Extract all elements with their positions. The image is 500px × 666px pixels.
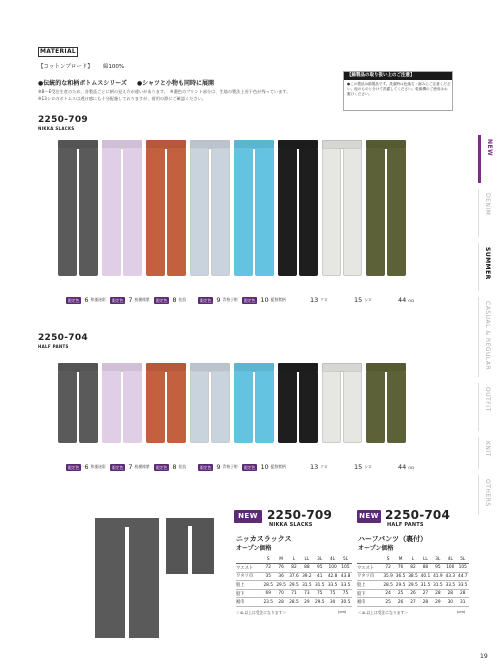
color-swatch-row-half xyxy=(66,463,466,471)
size-cell: 28.5 xyxy=(289,599,299,605)
limited-color-badge: 限定色 xyxy=(156,464,168,470)
size-cell: 72 xyxy=(382,564,394,573)
product-subtitle: NIKKA SLACKS xyxy=(38,126,75,131)
size-header-cell: S xyxy=(382,555,394,564)
spec-card-half xyxy=(357,510,472,620)
side-tab-knit[interactable] xyxy=(478,437,496,469)
color-swatch xyxy=(242,463,286,471)
pant-leg xyxy=(211,148,230,276)
size-cell: 76 xyxy=(275,564,288,573)
pant-leg xyxy=(123,371,142,443)
color-name: 桜模様紫 xyxy=(134,464,150,469)
color-name: OD xyxy=(408,297,415,303)
page-number: 19 xyxy=(480,653,488,660)
spec-card-nikka xyxy=(234,510,354,620)
size-cell: 100 xyxy=(326,564,339,573)
size-row-label: 股下 xyxy=(357,589,382,598)
size-header-cell: 4L xyxy=(326,555,339,564)
size-cell: 36 xyxy=(275,572,288,581)
color-name: 和風迷彩 xyxy=(90,297,106,302)
color-swatch xyxy=(310,296,328,304)
detail-image-half xyxy=(166,518,214,574)
size-cell: 26 xyxy=(407,589,419,598)
detail-leg xyxy=(166,525,188,574)
size-header-cell: L xyxy=(407,555,419,564)
size-cell: 73 xyxy=(300,589,313,598)
product-image-row-nikka xyxy=(58,140,458,280)
color-number: 7 xyxy=(128,296,133,304)
care-notice xyxy=(343,71,453,111)
size-cell: 37.6 xyxy=(289,573,299,579)
size-header-cell xyxy=(236,555,262,564)
pant-leg xyxy=(387,148,406,276)
size-header-cell: 3L xyxy=(313,555,326,564)
color-swatch xyxy=(354,463,372,471)
color-name: クロ xyxy=(320,464,328,469)
size-cell: 29 xyxy=(432,598,444,607)
color-number: 10 xyxy=(260,296,269,304)
size-cell: 30 xyxy=(444,598,456,607)
color-number: 13 xyxy=(310,463,319,471)
color-name: シロ xyxy=(364,464,372,469)
size-cell: 70 xyxy=(275,589,288,598)
size-row-label: 裾巾 xyxy=(236,598,262,607)
pant-leg xyxy=(299,371,318,443)
color-swatch xyxy=(110,296,150,304)
card-product-code: 2250-704 xyxy=(385,508,451,522)
pant-leg xyxy=(167,371,186,443)
size-cell: 23.5 xyxy=(263,599,274,605)
pant-leg xyxy=(234,371,253,443)
size-table-header xyxy=(357,555,469,564)
care-notice-body: ●この製品は綿製品です。洗濯時は色落ち・縮みにご注意ください。他のものと分けて洗濯してください。乾燥機のご使用はお避けください。 xyxy=(347,82,451,97)
size-cell: 40.1 xyxy=(420,573,431,579)
size-row-label: ウエスト xyxy=(236,564,262,573)
size-cell: 27 xyxy=(407,598,419,607)
color-name: 青格子紺 xyxy=(222,464,238,469)
size-row-label: ウエスト xyxy=(357,564,382,573)
size-cell: 29.5 xyxy=(395,582,406,588)
color-swatch xyxy=(66,463,106,471)
pant-image xyxy=(322,363,362,443)
side-tab-label: OUTFIT xyxy=(484,387,491,412)
size-cell: 43.8 xyxy=(340,573,351,579)
product-code: 2250-709 xyxy=(38,115,88,125)
product-image-row-half xyxy=(58,363,458,445)
color-swatch xyxy=(110,463,150,471)
size-cell: 71 xyxy=(288,589,301,598)
side-tab-outfit[interactable] xyxy=(478,383,496,431)
pant-image xyxy=(366,140,406,276)
pant-leg xyxy=(190,148,209,276)
size-cell: 75 xyxy=(339,589,352,598)
detail-leg xyxy=(95,526,125,638)
size-cell: 33.5 xyxy=(327,582,338,588)
size-unit: (cm) xyxy=(338,610,347,614)
table-row xyxy=(236,598,352,607)
limited-color-badge: 限定色 xyxy=(156,297,168,303)
pant-leg xyxy=(79,148,98,276)
fabric-name: 【コットンブロード】 xyxy=(38,64,93,70)
category-side-tabs xyxy=(478,135,496,515)
side-tab-casual-regular[interactable] xyxy=(478,297,496,377)
size-table-header xyxy=(236,555,352,564)
size-cell: 31.5 xyxy=(302,582,312,588)
size-cell: 100 xyxy=(444,564,456,573)
size-cell: 42.8 xyxy=(327,573,338,579)
color-name: 藍鮮紫柄 xyxy=(270,464,286,469)
size-cell: 33.5 xyxy=(340,582,351,588)
color-swatch xyxy=(354,296,372,304)
limited-color-badge: 限定色 xyxy=(68,464,80,470)
card-product-subtitle: HALF PANTS xyxy=(387,522,424,528)
color-name: 花紋 xyxy=(178,464,187,469)
pant-leg xyxy=(234,148,253,276)
color-swatch xyxy=(242,296,286,304)
size-cell: 31 xyxy=(457,598,469,607)
feature-item: ●伝統的な和柄ボトムスシリーズ xyxy=(38,80,127,87)
color-number: 44 xyxy=(398,296,407,304)
pant-image xyxy=(102,363,142,443)
pant-image xyxy=(278,363,318,443)
feature-list xyxy=(38,78,224,87)
pant-leg xyxy=(278,371,297,443)
size-header-cell: M xyxy=(394,555,406,564)
size-header-cell: 5L xyxy=(457,555,469,564)
size-row-label: 股上 xyxy=(236,581,262,590)
size-table xyxy=(236,555,352,607)
size-cell: 31.5 xyxy=(433,582,443,588)
color-number: 15 xyxy=(354,463,363,471)
color-number: 8 xyxy=(172,463,177,471)
size-note: ＜4L以上は受注になります＞ xyxy=(236,610,287,615)
size-cell: 105 xyxy=(339,564,352,573)
size-cell: 24 xyxy=(382,589,394,598)
pant-image xyxy=(146,140,186,276)
color-name: 藍鮮紫柄 xyxy=(270,297,286,302)
color-number: 13 xyxy=(310,296,319,304)
size-cell: 29.5 xyxy=(314,599,325,605)
color-number: 44 xyxy=(398,463,407,471)
size-cell: 88 xyxy=(419,564,431,573)
side-tab-label: SUMMER xyxy=(484,247,491,280)
size-cell: 30.5 xyxy=(340,599,351,605)
color-number: 7 xyxy=(128,463,133,471)
table-row xyxy=(236,589,352,598)
table-row xyxy=(357,572,469,581)
size-cell: 88 xyxy=(300,564,313,573)
size-row-label: 股上 xyxy=(357,581,382,590)
color-swatch xyxy=(154,296,186,304)
size-cell: 28 xyxy=(444,589,456,598)
size-cell: 44.7 xyxy=(457,573,468,579)
new-badge: NEW xyxy=(234,510,262,523)
pant-leg xyxy=(190,371,209,443)
color-number: 15 xyxy=(354,296,363,304)
limited-color-badge: 限定色 xyxy=(112,464,124,470)
fabric-composition: 綿100% xyxy=(102,64,125,70)
pant-leg xyxy=(343,148,362,276)
size-cell: 75 xyxy=(313,589,326,598)
color-name: 和風迷彩 xyxy=(90,464,106,469)
color-number: 8 xyxy=(172,296,177,304)
pant-image xyxy=(234,140,274,276)
color-name: 桜模様紫 xyxy=(134,297,150,302)
pant-image xyxy=(102,140,142,276)
size-cell: 28 xyxy=(419,598,431,607)
pant-leg xyxy=(123,148,142,276)
pant-leg xyxy=(79,371,98,443)
side-tab-summer[interactable] xyxy=(478,243,496,291)
size-cell: 26 xyxy=(394,598,406,607)
side-tab-label: CASUAL & REGULAR xyxy=(484,301,491,371)
pant-leg xyxy=(211,371,230,443)
feature-item: ●シャツと小物も同時に展開 xyxy=(136,80,215,87)
color-number: 9 xyxy=(216,296,221,304)
size-cell: 39.2 xyxy=(302,573,312,579)
size-cell: 69 xyxy=(262,589,275,598)
pant-leg xyxy=(167,148,186,276)
table-row xyxy=(236,572,352,581)
color-swatch-row-nikka xyxy=(66,296,466,304)
limited-color-badge: 限定色 xyxy=(68,297,80,303)
size-cell: 72 xyxy=(262,564,275,573)
size-header-cell: 3L xyxy=(432,555,444,564)
pant-leg xyxy=(255,148,274,276)
size-cell: 28 xyxy=(457,589,469,598)
size-row-label: ワタリ巾 xyxy=(236,572,262,581)
size-cell: 30 xyxy=(326,598,339,607)
color-number: 9 xyxy=(216,463,221,471)
size-cell: 33.5 xyxy=(445,582,456,588)
size-cell: 95 xyxy=(432,564,444,573)
color-name: 青格子紺 xyxy=(222,297,238,302)
size-cell: 41 xyxy=(313,572,326,581)
limited-color-badge: 限定色 xyxy=(200,464,212,470)
size-row-label: 股下 xyxy=(236,589,262,598)
detail-leg xyxy=(192,525,214,574)
pant-leg xyxy=(322,371,341,443)
color-swatch xyxy=(154,463,186,471)
side-tab-new[interactable] xyxy=(478,135,496,183)
limited-color-badge: 限定色 xyxy=(244,297,256,303)
side-tab-others[interactable] xyxy=(478,475,496,515)
pant-image xyxy=(190,140,230,276)
size-row-label: 裾巾 xyxy=(357,598,382,607)
new-badge: NEW xyxy=(357,510,381,523)
size-table xyxy=(357,555,469,607)
pant-leg xyxy=(102,148,121,276)
pant-leg xyxy=(58,371,77,443)
table-row xyxy=(236,581,352,590)
color-swatch xyxy=(310,463,328,471)
size-cell: 35.9 xyxy=(383,573,393,579)
size-cell: 28.5 xyxy=(263,582,274,588)
size-cell: 31.5 xyxy=(420,582,431,588)
pant-leg xyxy=(366,148,385,276)
color-swatch xyxy=(398,296,414,304)
size-cell: 31.5 xyxy=(314,582,325,588)
note-line: ※13シロのボトムスは透け感にも十分配慮しておりますが、着用の際にご確認ください。 xyxy=(38,96,206,101)
limited-color-badge: 限定色 xyxy=(112,297,124,303)
size-cell: 38.5 xyxy=(408,573,418,579)
size-cell: 25 xyxy=(382,598,394,607)
color-swatch xyxy=(198,296,238,304)
size-cell: 43.3 xyxy=(445,573,456,579)
size-cell: 95 xyxy=(313,564,326,573)
color-name: シロ xyxy=(364,297,372,302)
pant-image xyxy=(190,363,230,443)
color-number: 6 xyxy=(84,296,89,304)
pant-image xyxy=(146,363,186,443)
size-cell: 28.5 xyxy=(383,582,393,588)
pant-image xyxy=(58,363,98,443)
size-header-cell: L xyxy=(288,555,301,564)
size-cell: 25 xyxy=(394,589,406,598)
detail-leg xyxy=(129,526,159,638)
color-name: クロ xyxy=(320,297,328,302)
pant-leg xyxy=(58,148,77,276)
color-number: 10 xyxy=(260,463,269,471)
table-row xyxy=(357,589,469,598)
detail-image-nikka xyxy=(95,518,159,638)
product-subtitle: HALF PANTS xyxy=(38,344,69,349)
pant-leg xyxy=(387,371,406,443)
side-tab-label: OTHERS xyxy=(484,479,491,507)
size-cell: 29 xyxy=(300,598,313,607)
pant-leg xyxy=(322,148,341,276)
size-cell: 36.5 xyxy=(395,573,406,579)
color-name: OD xyxy=(408,464,415,470)
card-price: オープン価格 xyxy=(236,545,272,552)
size-cell: 29.5 xyxy=(276,582,286,588)
size-header-cell: LL xyxy=(419,555,431,564)
size-cell: 28 xyxy=(432,589,444,598)
pant-leg xyxy=(366,371,385,443)
card-product-name: ハーフパンツ（裏付） xyxy=(358,535,428,543)
size-cell: 29.5 xyxy=(408,582,418,588)
size-note: ＜4L以上は受注になります＞ xyxy=(358,610,409,615)
product-code: 2250-704 xyxy=(38,333,88,343)
table-row xyxy=(236,564,352,573)
pant-image xyxy=(322,140,362,276)
size-cell: 76 xyxy=(394,564,406,573)
note-line: ※B〜E受注生産のため、各製品ごとに柄の見え方が違いがあります。 ※濃色のプリント部分は、生地の製法上若干色が残っています。 xyxy=(38,89,291,94)
size-cell: 75 xyxy=(326,589,339,598)
limited-color-badge: 限定色 xyxy=(244,464,256,470)
pant-leg xyxy=(278,148,297,276)
side-tab-denim[interactable] xyxy=(478,189,496,237)
side-tab-label: NEW xyxy=(486,139,493,157)
size-cell: 82 xyxy=(288,564,301,573)
table-row xyxy=(357,581,469,590)
card-price: オープン価格 xyxy=(358,545,394,552)
pant-image xyxy=(278,140,318,276)
material-badge: MATERIAL xyxy=(39,48,77,55)
size-cell: 33.5 xyxy=(457,582,468,588)
pant-leg xyxy=(146,148,165,276)
color-swatch xyxy=(398,463,414,471)
table-row xyxy=(357,564,469,573)
size-cell: 41.9 xyxy=(433,573,443,579)
size-cell: 35 xyxy=(262,572,275,581)
care-notice-title: 【綿製品の取り扱い上のご注意】 xyxy=(344,72,452,80)
side-tab-label: DENIM xyxy=(484,193,491,216)
card-product-name: ニッカスラックス xyxy=(236,535,292,543)
color-name: 花紋 xyxy=(178,297,187,302)
fabric-line xyxy=(38,62,134,70)
pant-leg xyxy=(299,148,318,276)
table-row xyxy=(357,598,469,607)
color-number: 6 xyxy=(84,463,89,471)
pant-leg xyxy=(343,371,362,443)
card-product-code: 2250-709 xyxy=(267,508,333,522)
pant-leg xyxy=(146,371,165,443)
size-header-cell: 4L xyxy=(444,555,456,564)
size-cell: 27 xyxy=(419,589,431,598)
pant-leg xyxy=(255,371,274,443)
size-header-cell: M xyxy=(275,555,288,564)
size-cell: 82 xyxy=(407,564,419,573)
pant-image xyxy=(234,363,274,443)
size-row-label: ワタリ巾 xyxy=(357,572,382,581)
size-cell: 105 xyxy=(457,564,469,573)
pant-image xyxy=(58,140,98,276)
size-header-cell: LL xyxy=(300,555,313,564)
card-product-subtitle: NIKKA SLACKS xyxy=(269,522,313,528)
size-cell: 29.5 xyxy=(289,582,299,588)
color-swatch xyxy=(66,296,106,304)
size-header-cell xyxy=(357,555,382,564)
size-cell: 28 xyxy=(275,598,288,607)
limited-color-badge: 限定色 xyxy=(200,297,212,303)
size-header-cell: S xyxy=(262,555,275,564)
color-swatch xyxy=(198,463,238,471)
side-tab-label: KNIT xyxy=(484,441,491,457)
size-header-cell: 5L xyxy=(339,555,352,564)
size-unit: (cm) xyxy=(457,610,466,614)
pant-leg xyxy=(102,371,121,443)
pant-image xyxy=(366,363,406,443)
